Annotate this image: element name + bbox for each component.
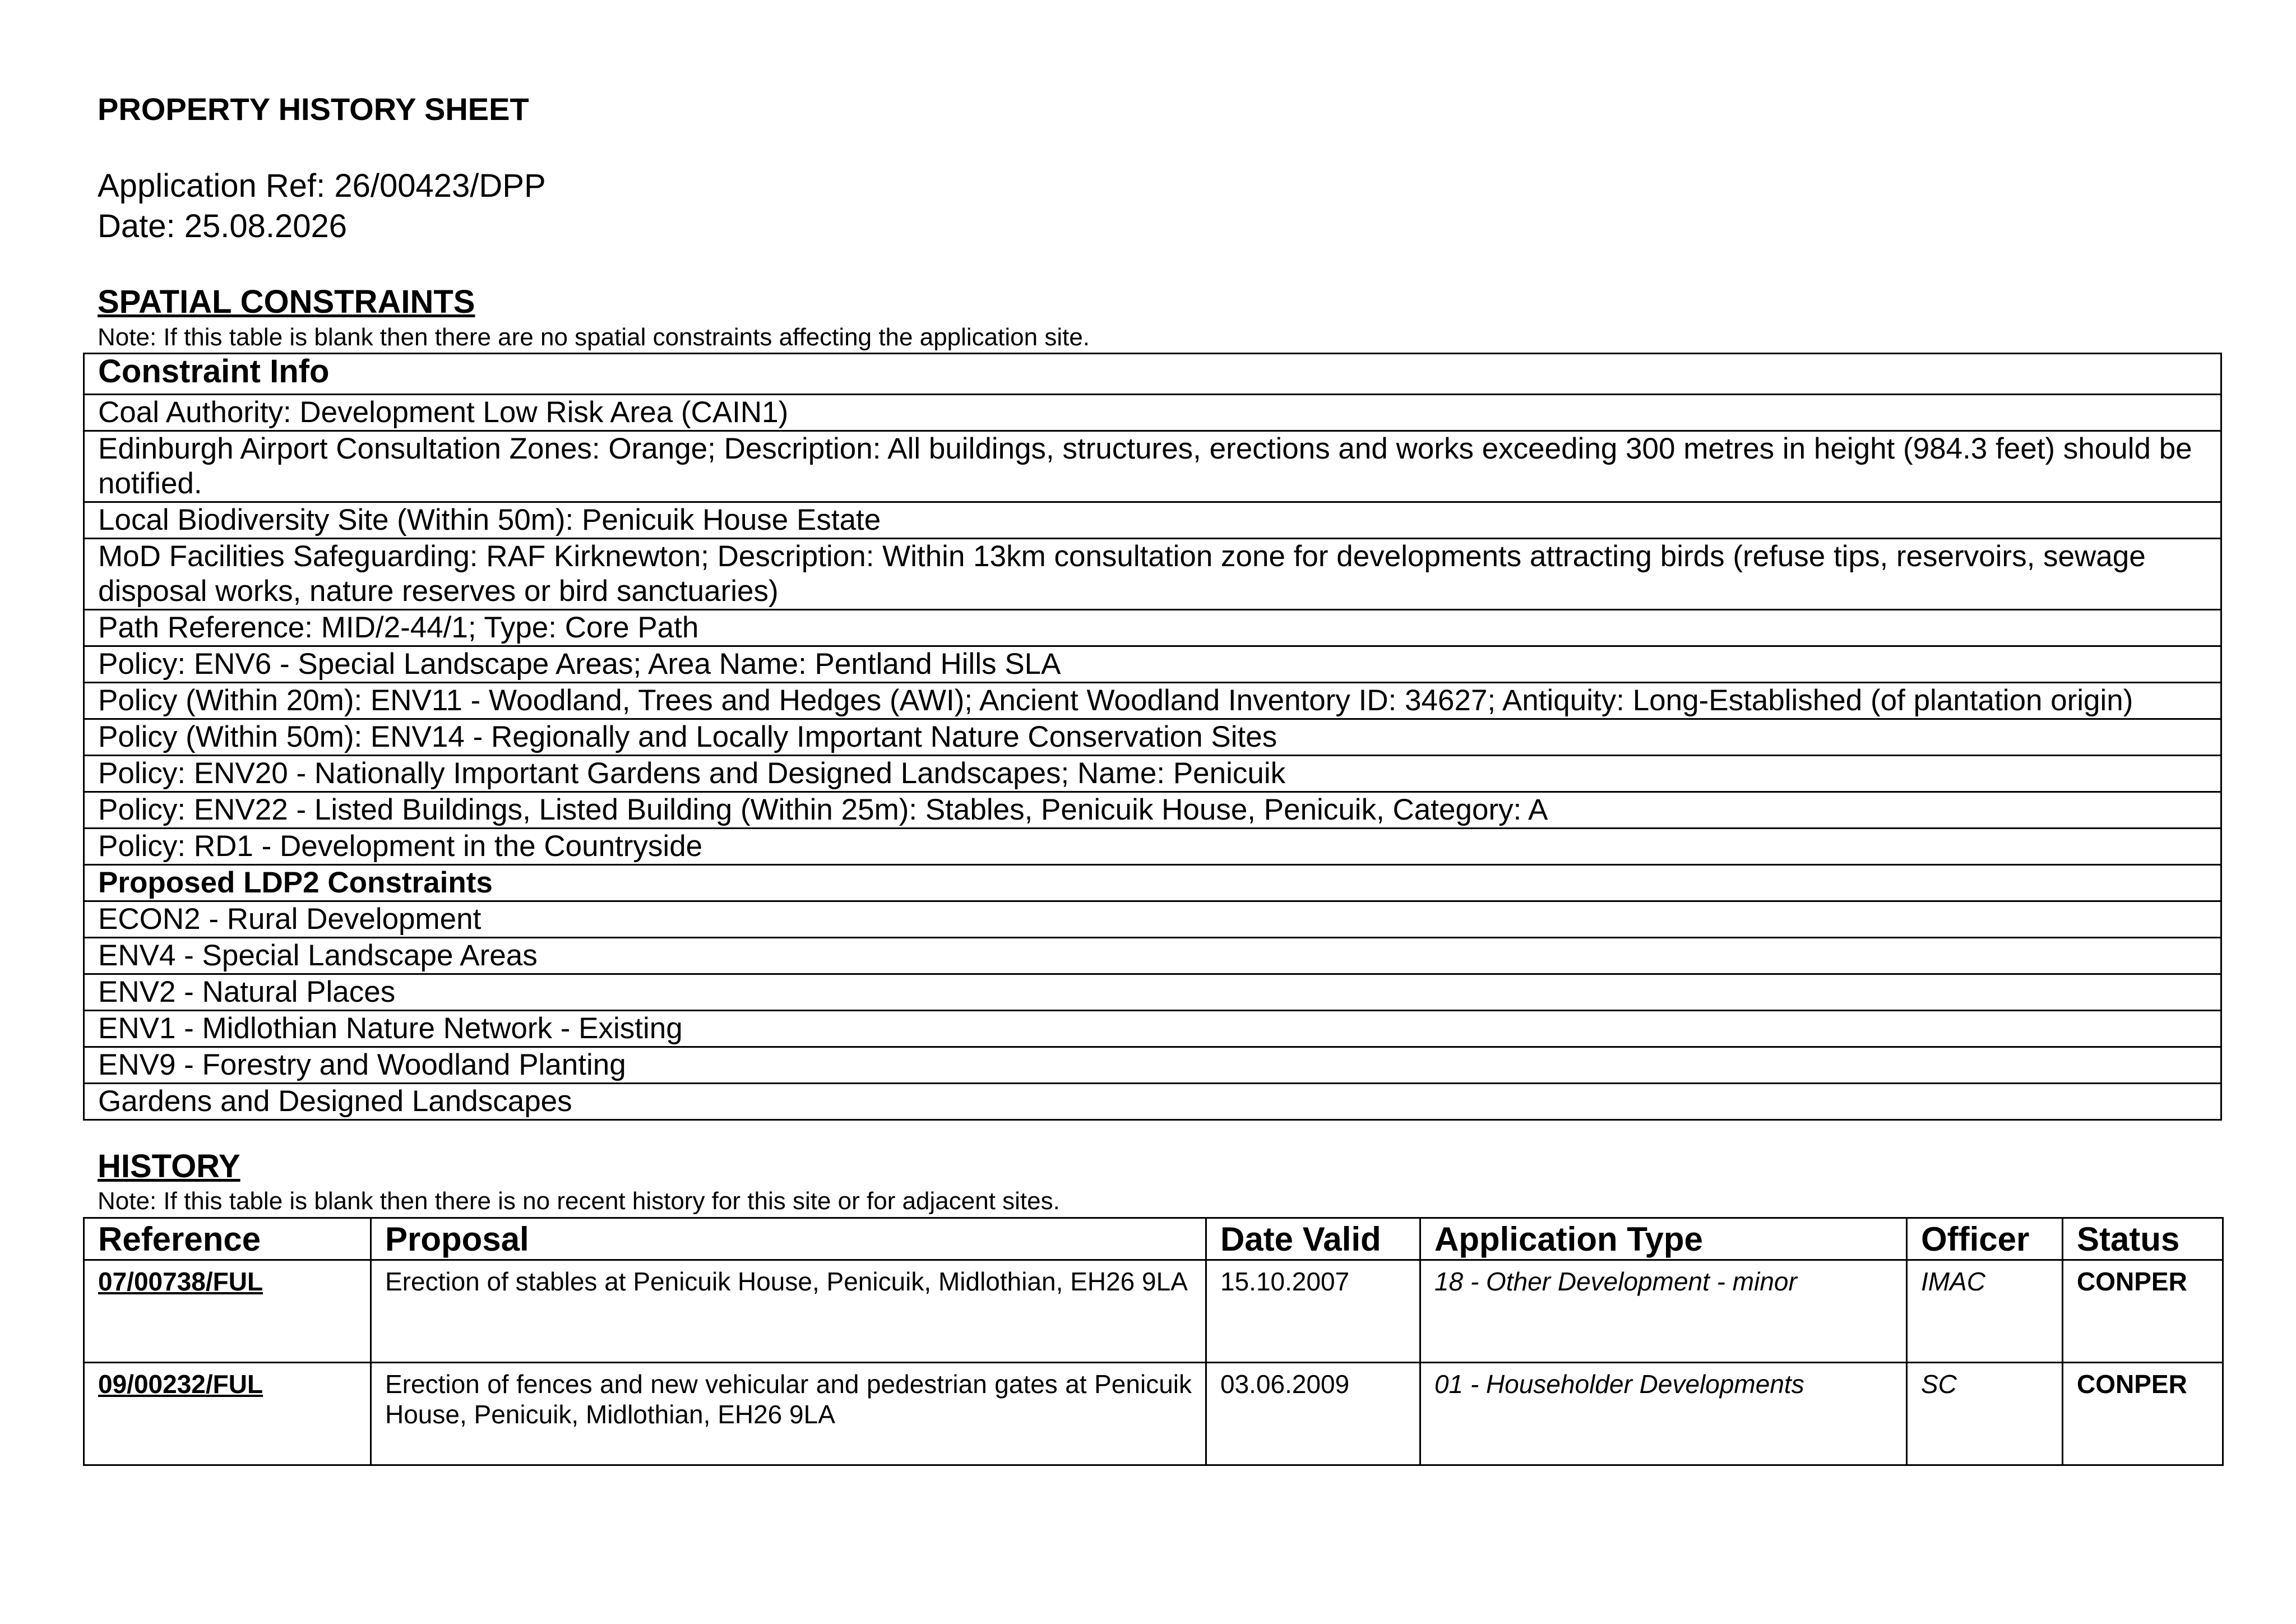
history-row	[84, 1260, 2223, 1363]
ldp2-constraint-info: ENV2 - Natural Places	[84, 974, 2221, 1011]
history-date-valid: 03.06.2009	[1206, 1363, 1420, 1465]
ldp2-constraint-info: ECON2 - Rural Development	[84, 901, 2221, 938]
column-header-status: Status	[2063, 1218, 2223, 1260]
constraint-row	[84, 610, 2221, 646]
constraint-row	[84, 646, 2221, 683]
history-proposal: Erection of stables at Penicuik House, Penicuik, Midlothian, EH26 9LA	[371, 1260, 1206, 1363]
ldp2-constraint-info: Gardens and Designed Landscapes	[84, 1084, 2221, 1120]
ldp2-constraint-info: ENV1 - Midlothian Nature Network - Existing	[84, 1011, 2221, 1047]
ldp2-constraint-row	[84, 1084, 2221, 1120]
history-reference-link[interactable]: 07/00738/FUL	[84, 1260, 371, 1363]
history-reference-link[interactable]: 09/00232/FUL	[84, 1363, 371, 1465]
history-proposal: Erection of fences and new vehicular and pedestrian gates at Penicuik House, Penicuik, Midlothian, EH26 9LA	[371, 1363, 1206, 1465]
constraint-info: Policy: ENV22 - Listed Buildings, Listed Building (Within 25m): Stables, Penicuik House, Penicuik, Category: A	[84, 792, 2221, 829]
document-title: PROPERTY HISTORY SHEET	[98, 91, 529, 127]
history-application-type: 01 - Householder Developments	[1420, 1363, 1907, 1465]
history-status: CONPER	[2063, 1260, 2223, 1363]
history-officer: IMAC	[1907, 1260, 2063, 1363]
history-row	[84, 1363, 2223, 1465]
constraints-table	[83, 353, 2222, 1121]
constraints-header-row	[84, 354, 2221, 395]
constraint-row	[84, 683, 2221, 719]
constraint-row	[84, 719, 2221, 756]
constraint-row	[84, 502, 2221, 539]
spatial-constraints-note: Note: If this table is blank then there are no spatial constraints affecting the application site.	[98, 323, 1090, 351]
constraint-info: Policy: ENV6 - Special Landscape Areas; Area Name: Pentland Hills SLA	[84, 646, 2221, 683]
constraint-info: Path Reference: MID/2-44/1; Type: Core Path	[84, 610, 2221, 646]
constraint-info: MoD Facilities Safeguarding: RAF Kirknewton; Description: Within 13km consultation zone for developments attracting birds (refuse tips, reservoirs, sewage disposal works, nature reserves or bird sanctuaries)	[84, 539, 2221, 610]
column-header-reference: Reference	[84, 1218, 371, 1260]
ldp2-constraint-info: ENV4 - Special Landscape Areas	[84, 938, 2221, 974]
constraint-row	[84, 539, 2221, 610]
ldp2-constraints-header: Proposed LDP2 Constraints	[84, 865, 2221, 901]
ldp2-constraint-row	[84, 1047, 2221, 1084]
history-application-type: 18 - Other Development - minor	[1420, 1260, 1907, 1363]
document-date: Date: 25.08.2026	[98, 208, 348, 244]
constraint-info: Local Biodiversity Site (Within 50m): Penicuik House Estate	[84, 502, 2221, 539]
column-header-application-type: Application Type	[1420, 1218, 1907, 1260]
constraint-info: Edinburgh Airport Consultation Zones: Orange; Description: All buildings, structures, erections and works exceeding 300 metres in height (984.3 feet) should be notified.	[84, 431, 2221, 502]
history-date-valid: 15.10.2007	[1206, 1260, 1420, 1363]
ldp2-constraint-info: ENV9 - Forestry and Woodland Planting	[84, 1047, 2221, 1084]
spatial-constraints-heading: SPATIAL CONSTRAINTS	[98, 284, 475, 320]
constraint-row	[84, 431, 2221, 502]
history-header-row	[84, 1218, 2223, 1260]
column-header-proposal: Proposal	[371, 1218, 1206, 1260]
ldp2-header-row	[84, 865, 2221, 901]
history-table	[83, 1217, 2224, 1466]
ldp2-constraint-row	[84, 938, 2221, 974]
constraint-info: Coal Authority: Development Low Risk Area (CAIN1)	[84, 395, 2221, 431]
constraint-info: Policy (Within 20m): ENV11 - Woodland, Trees and Hedges (AWI); Ancient Woodland Inventory ID: 34627; Antiquity: Long-Established (of plantation origin)	[84, 683, 2221, 719]
column-header-date-valid: Date Valid	[1206, 1218, 1420, 1260]
application-ref: Application Ref: 26/00423/DPP	[98, 168, 546, 204]
constraint-info: Policy: RD1 - Development in the Countryside	[84, 829, 2221, 865]
history-heading: HISTORY	[98, 1148, 240, 1185]
constraint-info: Policy (Within 50m): ENV14 - Regionally and Locally Important Nature Conservation Sites	[84, 719, 2221, 756]
constraints-header: Constraint Info	[84, 354, 2221, 395]
constraint-row	[84, 395, 2221, 431]
constraint-info: Policy: ENV20 - Nationally Important Gardens and Designed Landscapes; Name: Penicuik	[84, 756, 2221, 792]
ldp2-constraint-row	[84, 901, 2221, 938]
constraint-row	[84, 756, 2221, 792]
column-header-officer: Officer	[1907, 1218, 2063, 1260]
history-status: CONPER	[2063, 1363, 2223, 1465]
history-officer: SC	[1907, 1363, 2063, 1465]
ldp2-constraint-row	[84, 1011, 2221, 1047]
constraint-row	[84, 792, 2221, 829]
ldp2-constraint-row	[84, 974, 2221, 1011]
history-note: Note: If this table is blank then there is no recent history for this site or for adjacent sites.	[98, 1187, 1060, 1215]
constraint-row	[84, 829, 2221, 865]
